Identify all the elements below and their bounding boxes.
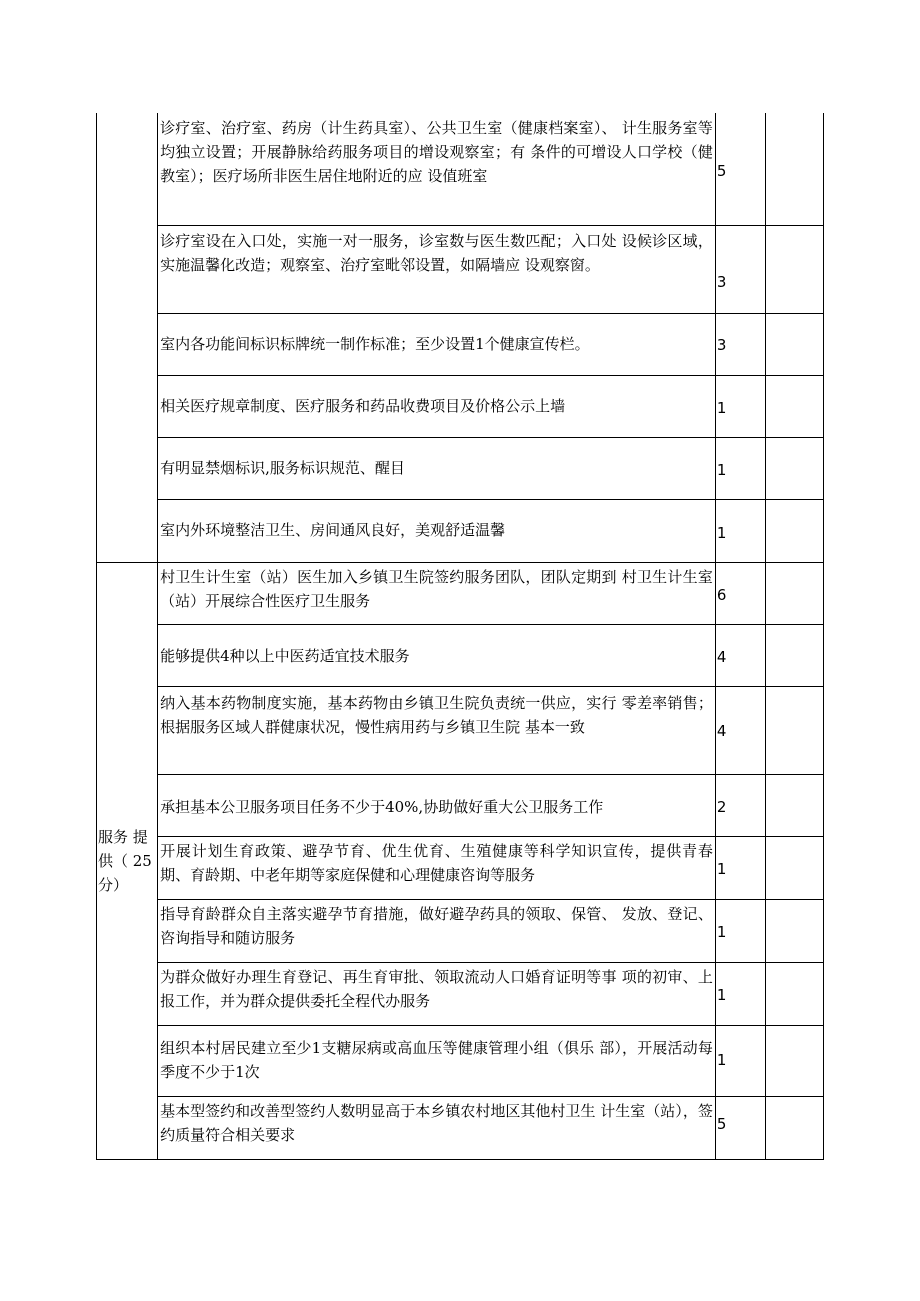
table-row — [97, 624, 824, 686]
criteria-text: 室内外环境整洁卫生、房间通风良好，美观舒适温馨 — [160, 520, 506, 539]
criteria-cell — [158, 1096, 716, 1159]
category-cell — [97, 562, 158, 1159]
criteria-text: 诊疗室设在入口处，实施一对一服务，诊室数与医生数匹配；入口处 设候诊区域，实施温馨化改造；观察室、治疗室毗邻设置，如隔墙应 设观察窗。 — [160, 231, 713, 274]
criteria-cell — [158, 499, 716, 562]
score-cell — [715, 562, 765, 624]
criteria-cell — [158, 225, 716, 313]
criteria-cell — [158, 836, 716, 899]
score-value: 1 — [716, 1050, 727, 1069]
table-row — [97, 962, 824, 1025]
score-value: 1 — [716, 859, 727, 878]
blank-cell — [765, 774, 823, 836]
score-cell — [715, 437, 765, 499]
criteria-cell — [158, 899, 716, 962]
score-cell — [715, 375, 765, 437]
score-cell — [715, 225, 765, 313]
criteria-cell — [158, 686, 716, 774]
criteria-text: 纳入基本药物制度实施，基本药物由乡镇卫生院负责统一供应，实行 零差率销售；根据服务区域人群健康状况，慢性病用药与乡镇卫生院 基本一致 — [160, 693, 713, 736]
blank-cell — [765, 499, 823, 562]
blank-cell — [765, 686, 823, 774]
table-row — [97, 313, 824, 375]
score-cell — [715, 686, 765, 774]
blank-cell — [765, 836, 823, 899]
table-row — [97, 836, 824, 899]
criteria-text: 有明显禁烟标识,服务标识规范、醒目 — [160, 458, 405, 477]
score-value: 5 — [716, 1114, 727, 1133]
criteria-text: 基本型签约和改善型签约人数明显高于本乡镇农村地区其他村卫生 计生室（站），签约质量符合相关要求 — [160, 1101, 713, 1144]
criteria-text: 组织本村居民建立至少1支糖尿病或高血压等健康管理小组（俱乐 部），开展活动每季度不少于1次 — [160, 1038, 713, 1081]
blank-cell — [765, 113, 823, 225]
score-cell — [715, 313, 765, 375]
evaluation-table — [96, 113, 824, 1160]
criteria-cell — [158, 774, 716, 836]
blank-cell — [765, 1025, 823, 1096]
score-cell — [715, 113, 765, 225]
criteria-text: 承担基本公卫服务项目任务不少于40%,协助做好重大公卫服务工作 — [160, 797, 604, 816]
score-cell — [715, 624, 765, 686]
table-row — [97, 225, 824, 313]
score-value: 4 — [716, 647, 727, 666]
blank-cell — [765, 962, 823, 1025]
blank-cell — [765, 899, 823, 962]
table-row — [97, 375, 824, 437]
score-value: 3 — [716, 272, 727, 291]
criteria-text: 室内各功能间标识标牌统一制作标准；至少设置1个健康宣传栏。 — [160, 334, 590, 353]
criteria-cell — [158, 113, 716, 225]
table-row — [97, 1025, 824, 1096]
blank-cell — [765, 562, 823, 624]
blank-cell — [765, 1096, 823, 1159]
blank-cell — [765, 225, 823, 313]
score-value: 1 — [716, 922, 727, 941]
criteria-cell — [158, 313, 716, 375]
criteria-text: 村卫生计生室（站）医生加入乡镇卫生院签约服务团队，团队定期到 村卫生计生室（站）开展综合性医疗卫生服务 — [160, 567, 713, 610]
criteria-text: 指导育龄群众自主落实避孕节育措施，做好避孕药具的领取、保管、 发放、登记、咨询指导和随访服务 — [160, 904, 713, 947]
score-cell — [715, 774, 765, 836]
criteria-cell — [158, 1025, 716, 1096]
score-value: 1 — [716, 985, 727, 1004]
table-row — [97, 686, 824, 774]
criteria-cell — [158, 562, 716, 624]
blank-cell — [765, 375, 823, 437]
score-cell — [715, 899, 765, 962]
criteria-text: 能够提供4种以上中医药适宜技术服务 — [160, 646, 410, 665]
score-value: 1 — [716, 398, 727, 417]
table-row — [97, 437, 824, 499]
criteria-cell — [158, 962, 716, 1025]
score-cell — [715, 962, 765, 1025]
table-row — [97, 1096, 824, 1159]
blank-cell — [765, 437, 823, 499]
table-row — [97, 774, 824, 836]
category-label: 服务 提供（ 25 分） — [98, 827, 152, 894]
category-cell-continued — [97, 113, 158, 562]
score-value: 1 — [716, 523, 727, 542]
score-value: 5 — [716, 162, 727, 180]
table-row — [97, 899, 824, 962]
table-row — [97, 113, 824, 225]
score-cell — [715, 1025, 765, 1096]
score-cell — [715, 836, 765, 899]
criteria-text: 开展计划生育政策、避孕节育、优生优育、生殖健康等科学知识宣传，提供青春期、育龄期、中老年期等家庭保健和心理健康咨询等服务 — [160, 841, 713, 884]
criteria-text: 诊疗室、治疗室、药房（计生药具室）、公共卫生室（健康档案室）、 计生服务室等均独立设置；开展静脉给药服务项目的增设观察室；有 条件的可增设人口学校（健教室）；医疗场所非医生居住地附近的应 设值班室 — [160, 119, 713, 185]
score-value: 2 — [716, 797, 727, 816]
score-value: 6 — [716, 585, 727, 604]
score-value: 1 — [716, 460, 727, 479]
score-cell — [715, 499, 765, 562]
score-value: 4 — [716, 721, 727, 740]
criteria-cell — [158, 437, 716, 499]
blank-cell — [765, 313, 823, 375]
blank-cell — [765, 624, 823, 686]
score-cell — [715, 1096, 765, 1159]
criteria-text: 为群众做好办理生育登记、再生育审批、领取流动人口婚育证明等事 项的初审、上报工作，并为群众提供委托全程代办服务 — [160, 967, 713, 1010]
criteria-text: 相关医疗规章制度、医疗服务和药品收费项目及价格公示上墙 — [160, 396, 566, 415]
criteria-cell — [158, 375, 716, 437]
score-value: 3 — [716, 335, 727, 354]
criteria-cell — [158, 624, 716, 686]
table-row — [97, 499, 824, 562]
table-row — [97, 562, 824, 624]
